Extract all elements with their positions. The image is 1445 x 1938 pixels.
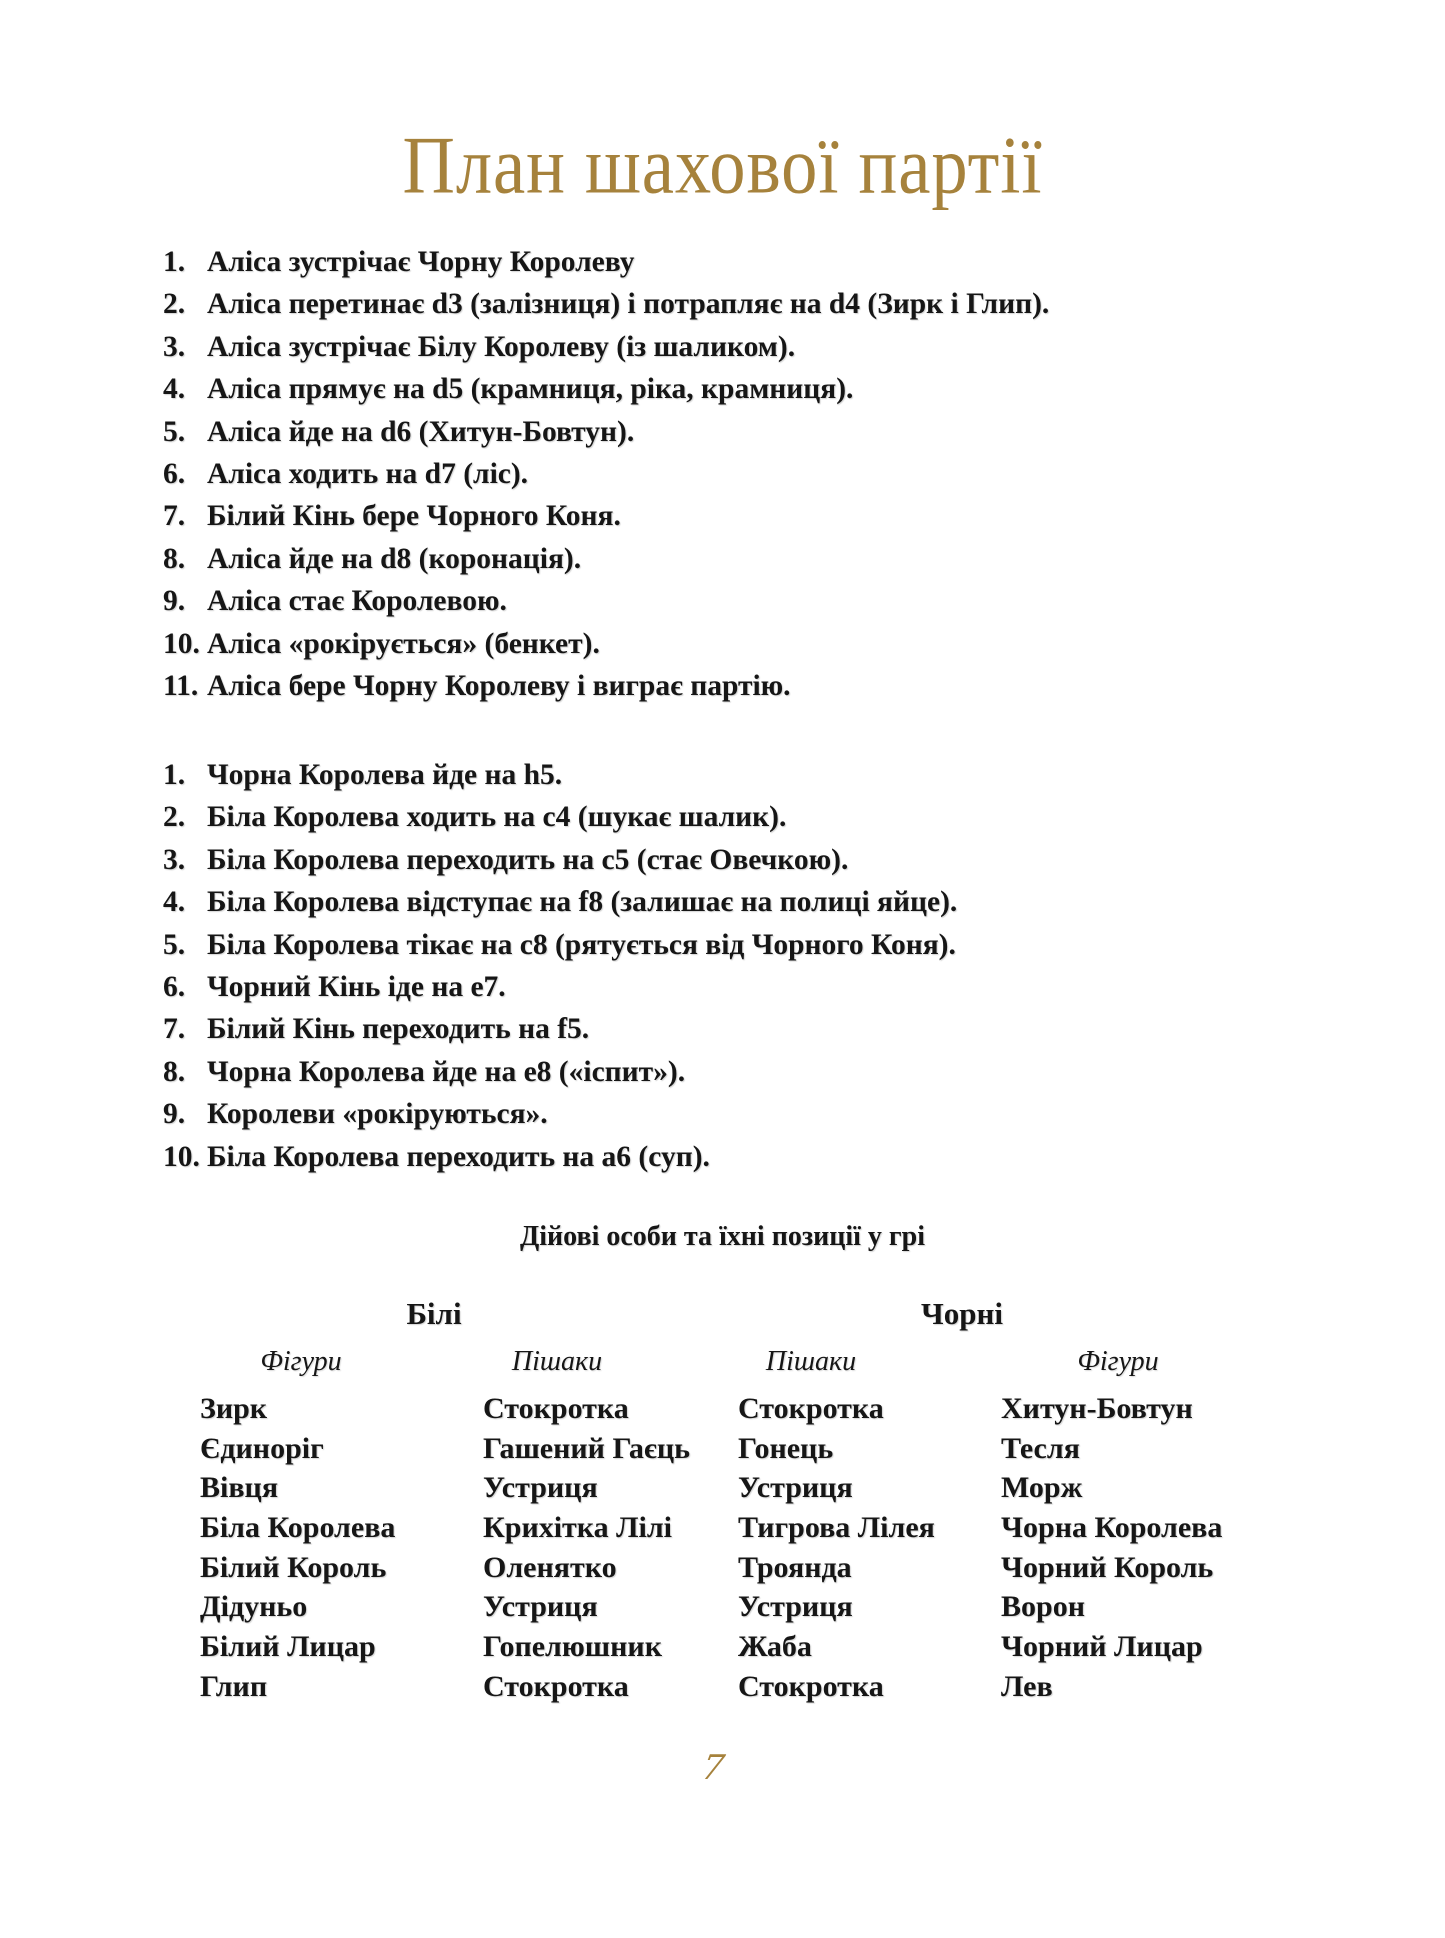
cast-row: [200, 1389, 1290, 1429]
move-number: 10.: [163, 1140, 200, 1173]
move-number: 9.: [163, 585, 186, 618]
cast-cell: Біла Королева: [200, 1511, 396, 1545]
cast-cell: Чорний Король: [1001, 1550, 1214, 1584]
cast-row: [200, 1667, 1290, 1707]
move-text: Чорний Кінь іде на e7.: [207, 971, 506, 1004]
move-item: [163, 495, 1303, 537]
cast-cell: Устриця: [483, 1471, 598, 1505]
white-side-header: Білі: [406, 1296, 462, 1331]
move-text: Біла Королева переходить на c5 (стає Овечкою).: [207, 843, 849, 876]
move-item: [163, 241, 1303, 283]
black-side-header: Чорні: [921, 1296, 1003, 1331]
move-number: 1.: [163, 759, 186, 791]
move-item: [163, 754, 1303, 796]
move-item: [163, 665, 1303, 707]
cast-cell: Жаба: [738, 1630, 812, 1664]
cast-cell: Вівця: [200, 1471, 279, 1505]
move-number: 11.: [163, 670, 199, 703]
cast-cell: Устриця: [483, 1590, 598, 1624]
column-subheader-black-pawns: Пішаки: [765, 1346, 857, 1377]
cast-cell: Чорний Лицар: [1001, 1630, 1203, 1664]
move-text: Біла Королева ходить на c4 (шукає шалик).: [207, 801, 787, 834]
cast-cell: Єдиноріг: [200, 1431, 324, 1465]
cast-cell: Білий Лицар: [200, 1630, 376, 1664]
cast-cell: Зирк: [200, 1392, 268, 1425]
move-item: [163, 796, 1303, 838]
move-number: 2.: [163, 801, 186, 834]
page-number: 7: [698, 1748, 728, 1788]
move-text: Аліса ходить на d7 (ліс).: [207, 458, 529, 491]
cast-row: [200, 1587, 1290, 1627]
move-number: 9.: [163, 1098, 186, 1131]
move-number: 8.: [163, 1055, 186, 1088]
move-item: [163, 1136, 1303, 1178]
move-item: [163, 839, 1303, 881]
move-number: 5.: [163, 415, 186, 448]
cast-cell: Оленятко: [483, 1550, 617, 1584]
cast-cell: Стокротка: [483, 1669, 629, 1703]
move-text: Аліса йде на d8 (коронація).: [207, 542, 582, 575]
cast-cell: Троянда: [738, 1550, 852, 1584]
cast-cell: Чорна Королева: [1001, 1511, 1223, 1545]
move-text: Аліса перетинає d3 (залізниця) і потрапляє на d4 (Зирк і Глип).: [207, 288, 1050, 321]
move-item: [163, 966, 1303, 1008]
cast-cell: Морж: [1001, 1471, 1083, 1505]
cast-cell: Стокротка: [738, 1392, 884, 1425]
move-item: [163, 411, 1303, 453]
cast-cell: Лев: [1001, 1669, 1053, 1703]
cast-cell: Гопелюшник: [483, 1630, 662, 1664]
alice-moves-list: [163, 241, 1303, 707]
move-text: Аліса прямує на d5 (крамниця, ріка, крамниця).: [207, 373, 854, 406]
cast-cell: Хитун-Бовтун: [1001, 1392, 1193, 1425]
cast-cell: Стокротка: [483, 1392, 629, 1425]
cast-cell: Гонець: [738, 1431, 834, 1465]
cast-cell: Дідуньо: [200, 1590, 308, 1624]
move-number: 6.: [163, 458, 186, 491]
move-text: Аліса йде на d6 (Хитун-Бовтун).: [207, 415, 635, 448]
move-item: [163, 881, 1303, 923]
move-text: Аліса «рокірується» (бенкет).: [207, 627, 600, 660]
column-subheader-black-pieces: Фігури: [1077, 1346, 1159, 1377]
move-item: [163, 580, 1303, 622]
cast-cell: Гашений Гаєць: [483, 1431, 691, 1465]
move-text: Чорна Королева йде на e8 («іспит»).: [207, 1055, 686, 1088]
move-item: [163, 326, 1303, 368]
move-text: Королеви «рокіруються».: [207, 1098, 548, 1131]
cast-row: [200, 1627, 1290, 1667]
move-text: Біла Королева тікає на c8 (рятується від Чорного Коня).: [207, 928, 956, 961]
cast-row: [200, 1468, 1290, 1508]
cast-rows: [200, 1389, 1290, 1707]
move-item: [163, 283, 1303, 325]
move-item: [163, 924, 1303, 966]
move-number: 8.: [163, 542, 186, 575]
move-item: [163, 453, 1303, 495]
cast-cell: Глип: [200, 1669, 268, 1703]
move-text: Біла Королева переходить на a6 (суп).: [207, 1140, 710, 1173]
cast-row: [200, 1429, 1290, 1469]
column-subheader-white-pawns: Пішаки: [511, 1346, 603, 1377]
cast-cell: Білий Король: [200, 1550, 387, 1584]
cast-section-heading: Дійові особи та їхні позиції у грі: [519, 1221, 925, 1252]
cast-row: [200, 1548, 1290, 1588]
cast-cell: Тесля: [1001, 1431, 1080, 1465]
move-number: 4.: [163, 373, 186, 406]
move-number: 5.: [163, 928, 186, 961]
move-number: 7.: [163, 500, 186, 533]
move-number: 6.: [163, 971, 186, 1004]
move-number: 4.: [163, 886, 186, 919]
move-item: [163, 623, 1303, 665]
cast-cell: Устриця: [738, 1471, 853, 1505]
cast-cell: Крихітка Лілі: [483, 1511, 672, 1545]
cast-cell: Устриця: [738, 1590, 853, 1624]
move-number: 2.: [163, 288, 186, 321]
move-text: Білий Кінь бере Чорного Коня.: [207, 500, 621, 533]
move-number: 10.: [163, 627, 200, 660]
page-title: План шахової партії: [402, 119, 1043, 211]
cast-cell: Ворон: [1001, 1590, 1085, 1624]
move-number: 3.: [163, 843, 186, 876]
move-number: 3.: [163, 330, 186, 363]
move-item: [163, 368, 1303, 410]
move-text: Чорна Королева йде на h5.: [207, 759, 563, 791]
column-subheader-white-pieces: Фігури: [260, 1346, 342, 1377]
move-text: Аліса зустрічає Чорну Королеву: [207, 246, 635, 278]
move-text: Білий Кінь переходить на f5.: [207, 1013, 590, 1046]
queens-moves-list: [163, 754, 1303, 1178]
move-item: [163, 1051, 1303, 1093]
move-text: Аліса зустрічає Білу Королеву (із шаликом).: [207, 330, 796, 363]
move-item: [163, 1093, 1303, 1135]
move-item: [163, 538, 1303, 580]
move-item: [163, 1008, 1303, 1050]
move-number: 7.: [163, 1013, 186, 1046]
move-text: Аліса бере Чорну Королеву і виграє партію.: [207, 670, 791, 703]
move-number: 1.: [163, 246, 186, 278]
move-text: Аліса стає Королевою.: [207, 585, 507, 618]
cast-cell: Тигрова Лілея: [738, 1511, 935, 1545]
cast-cell: Стокротка: [738, 1669, 884, 1703]
move-text: Біла Королева відступає на f8 (залишає на полиці яйце).: [207, 886, 958, 919]
cast-row: [200, 1508, 1290, 1548]
